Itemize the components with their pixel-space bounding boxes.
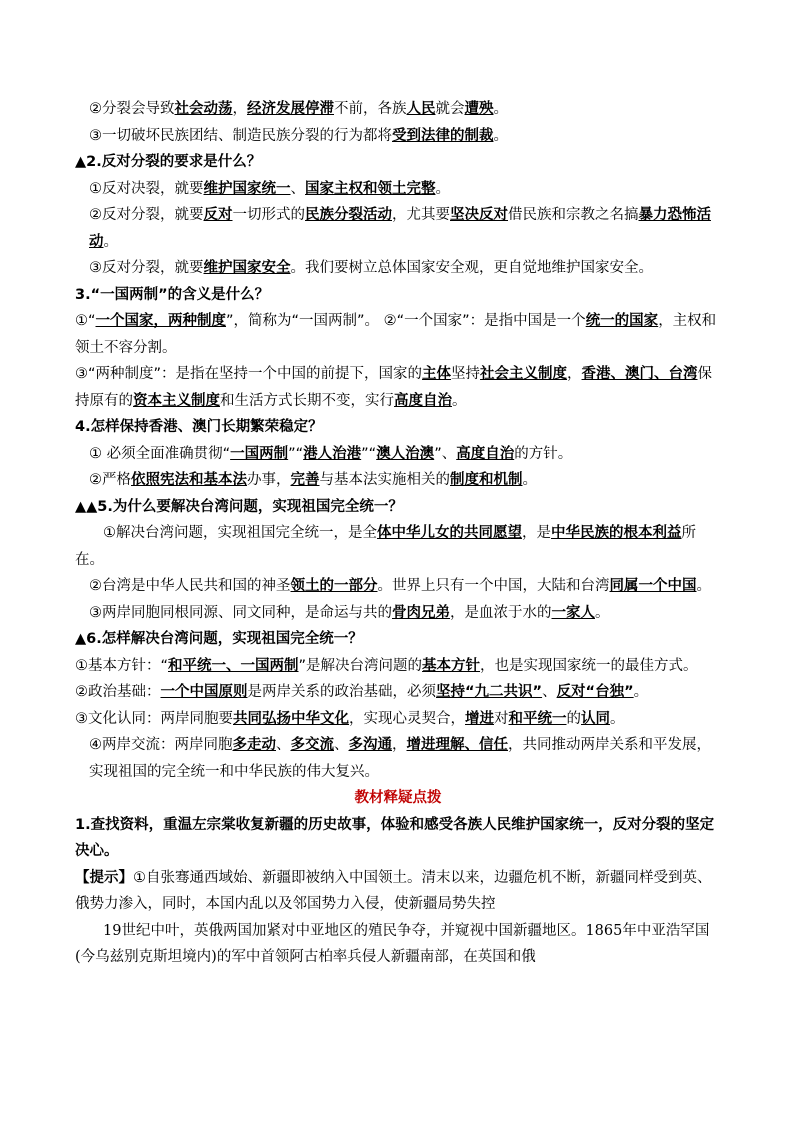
text: ，是 — [522, 525, 551, 541]
keyword: 增进理解、信任 — [406, 737, 508, 753]
text: ，也是实现国家统一的最佳方式。 — [480, 657, 698, 674]
keyword: 坚持“九二共识” — [436, 684, 543, 700]
hint-paragraph — [75, 865, 721, 918]
text: 。 — [522, 472, 537, 488]
keyword: 资本主义制度 — [133, 392, 220, 409]
text: ， — [567, 366, 582, 382]
text: 保持原有的 — [75, 366, 713, 409]
text: ，实现心灵契合， — [349, 710, 465, 727]
keyword: 澳人治澳 — [376, 445, 435, 462]
keyword: 一家人 — [551, 604, 595, 621]
text: ①解决台湾问题，实现祖国完全统一，是全 — [103, 525, 377, 541]
text: ③两岸同胞同根同源、同文同种，是命运与共的 — [89, 604, 392, 621]
text: 、 — [290, 180, 305, 197]
keyword: 完善 — [290, 472, 320, 488]
text: ① 必须全面准确贯彻“ — [89, 445, 231, 462]
question-6-title: ▲6.怎样解决台湾问题，实现祖国完全统一？ — [75, 631, 363, 647]
text: ，尤其要 — [392, 207, 450, 223]
hint-text: ①自张骞通西域始、新疆即被纳入中国领土。清末以来，边疆危机不断，新疆同样受到英、俄势力渗入，同时，本国内乱以及邻国势力入侵，使新疆局势失控 — [75, 869, 712, 912]
text: ①反对决裂，就要 — [89, 180, 204, 197]
question-4-title: 4.怎样保持香港、澳门长期繁荣稳定？ — [75, 419, 323, 435]
keyword: 受到法律的制裁 — [392, 127, 494, 144]
text: 。 — [633, 684, 649, 700]
keyword: 一个国家，两种制度 — [95, 313, 227, 329]
keyword: 增进 — [465, 710, 494, 727]
text: ①“ — [75, 313, 96, 329]
keyword: 多沟通 — [348, 737, 392, 753]
text: 办事， — [247, 472, 291, 488]
keyword: 维护国家统一 — [203, 180, 291, 197]
text: ”是解决台湾问题的 — [298, 657, 423, 674]
keyword: 坚决反对 — [450, 207, 508, 223]
keyword: 骨肉兄弟 — [392, 604, 450, 621]
text: ②反对分裂，就要 — [89, 207, 204, 223]
text: ②政治基础： — [75, 684, 161, 700]
text: ①基本方针：“ — [75, 657, 169, 674]
text: ③反对分裂，就要 — [89, 260, 204, 276]
text: 是两岸关系的政治基础，必须 — [247, 684, 436, 700]
keyword: 统一的国家 — [585, 313, 659, 329]
keyword: 暴力恐怖活动 — [89, 207, 711, 250]
text: ②分裂会导致 — [89, 101, 175, 117]
text: 、 — [542, 684, 557, 700]
text: 。 — [595, 604, 610, 621]
text: ”“ — [288, 445, 304, 462]
question-2-title: ▲2.反对分裂的要求是什么？ — [75, 154, 262, 170]
keyword: 制度和机制 — [450, 472, 523, 488]
keyword: 高度自治 — [456, 445, 515, 462]
text: ，是血浓于水的 — [450, 604, 552, 621]
text: 。 — [696, 578, 711, 594]
keyword: 主体 — [422, 366, 452, 382]
text: 。 — [610, 710, 625, 727]
point-q3-2 — [75, 361, 721, 414]
text: ②台湾是中华人民共和国的神圣 — [89, 578, 291, 594]
point-q6-1 — [75, 653, 721, 680]
keyword: 国家主权和领土完整 — [305, 180, 436, 197]
question-5-title: ▲▲5.为什么要解决台湾问题，实现祖国完全统一？ — [75, 498, 403, 515]
keyword: 高度自治 — [394, 392, 452, 409]
text: 。 — [103, 233, 118, 250]
keyword: 多走动 — [232, 737, 276, 753]
document-content — [75, 96, 721, 971]
question-3-title: 3.“一国两制”的含义是什么？ — [75, 286, 270, 303]
text: 就会 — [435, 101, 465, 117]
keyword: 社会主义制度 — [480, 366, 568, 382]
point-s1-3 — [75, 123, 721, 150]
keyword: 香港、澳门、台湾 — [581, 366, 698, 382]
text: 借民族和宗教之名搞 — [508, 207, 639, 223]
textbook-question-1-title: 1.查找资料，重温左宗棠收复新疆的历史故事，体验和感受各族人民维护国家统一，反对分裂的坚定决心。 — [75, 816, 715, 859]
keyword: 一个中国原则 — [160, 684, 248, 700]
text: ，主权和领土不容分割。 — [75, 313, 717, 356]
keyword: 民族分裂活动 — [305, 207, 392, 223]
text: ③一切破坏民族团结、制造民族分裂的行为都将 — [89, 127, 392, 144]
text: 一切形式的 — [232, 207, 305, 223]
text: ”、 — [434, 445, 457, 462]
keyword: 中华民族的根本利益 — [551, 525, 682, 541]
text: ”“ — [361, 445, 377, 462]
point-q5-3 — [75, 600, 721, 627]
keyword: 经济发展停滞 — [247, 101, 334, 117]
text: 不前，各族 — [334, 101, 407, 117]
keyword: 认同 — [581, 710, 610, 727]
point-q3-1 — [75, 308, 721, 361]
text: ”，简称为“一国两制”。 ②“一个国家”：是指中国是一个 — [226, 313, 586, 329]
text: 。 — [493, 101, 508, 117]
keyword: 领土的一部分 — [290, 578, 378, 594]
point-q2-1 — [75, 176, 721, 203]
text: 对 — [494, 710, 509, 727]
keyword: 遭殃 — [464, 101, 494, 117]
text: 。 — [493, 127, 508, 144]
keyword: 反对“台独” — [556, 684, 634, 700]
keyword: 和平统一 — [508, 710, 567, 727]
point-q4-1 — [75, 441, 721, 468]
keyword: 共同弘扬中华文化 — [233, 710, 349, 727]
text: ， — [392, 737, 407, 753]
text: 、 — [334, 737, 349, 753]
text: ③文化认同：两岸同胞要 — [75, 710, 233, 727]
point-q5-2 — [75, 573, 721, 600]
keyword: 同属一个中国 — [609, 578, 697, 594]
point-q6-2 — [75, 679, 721, 706]
keyword: 基本方针 — [422, 657, 481, 674]
text: 的 — [566, 710, 581, 727]
text: 的方针。 — [514, 445, 573, 462]
text: 。 — [435, 180, 450, 197]
point-s1-2 — [75, 96, 721, 123]
text: ④两岸交流：两岸同胞 — [89, 737, 233, 753]
keyword: 社会动荡 — [174, 101, 233, 117]
keyword: 港人治港 — [303, 445, 362, 462]
keyword: 体中华儿女的共同愿望 — [377, 525, 522, 541]
point-q4-2 — [75, 467, 721, 494]
text: ，共同推动两岸关系和平发展，实现祖国的完全统一和中华民族的伟大复兴。 — [89, 737, 711, 780]
hint-label: 【提示】 — [75, 869, 133, 886]
point-q2-3 — [75, 255, 721, 282]
text: ， — [232, 101, 247, 117]
text: ③“两种制度”：是指在坚持一个中国的前提下，国家的 — [75, 366, 423, 382]
point-q6-4 — [75, 732, 721, 785]
text: 、 — [276, 737, 291, 753]
text: 所在。 — [75, 525, 696, 568]
keyword: 和平统一、一国两制 — [168, 657, 299, 674]
section-heading: 教材释疑点拨 — [354, 790, 442, 806]
text: 与基本法实施相关的 — [319, 472, 450, 488]
point-q6-3 — [75, 706, 721, 733]
text: 坚持 — [451, 366, 481, 382]
text: 。我们要树立总体国家安全观，更自觉地维护国家安全。 — [290, 260, 653, 276]
keyword: 反对 — [203, 207, 233, 223]
point-q2-2 — [75, 202, 721, 255]
keyword: 维护国家安全 — [203, 260, 291, 276]
text: 。世界上只有一个中国，大陆和台湾 — [377, 578, 610, 594]
point-q5-1 — [75, 520, 721, 573]
keyword: 多交流 — [290, 737, 334, 753]
keyword: 依照宪法和基本法 — [131, 472, 247, 488]
text: 和生活方式长期不变，实行 — [220, 392, 394, 409]
keyword: 人民 — [406, 101, 436, 117]
keyword: 一国两制 — [230, 445, 289, 462]
text: 。 — [452, 392, 467, 409]
text: ②严格 — [89, 472, 131, 488]
history-paragraph: 19世纪中叶，英俄两国加紧对中亚地区的殖民争夺，并窥视中国新疆地区。1865年中亚浩罕国(今乌兹别克斯坦境内)的军中首领阿古柏率兵侵人新疆南部，在英国和俄 — [75, 922, 710, 965]
